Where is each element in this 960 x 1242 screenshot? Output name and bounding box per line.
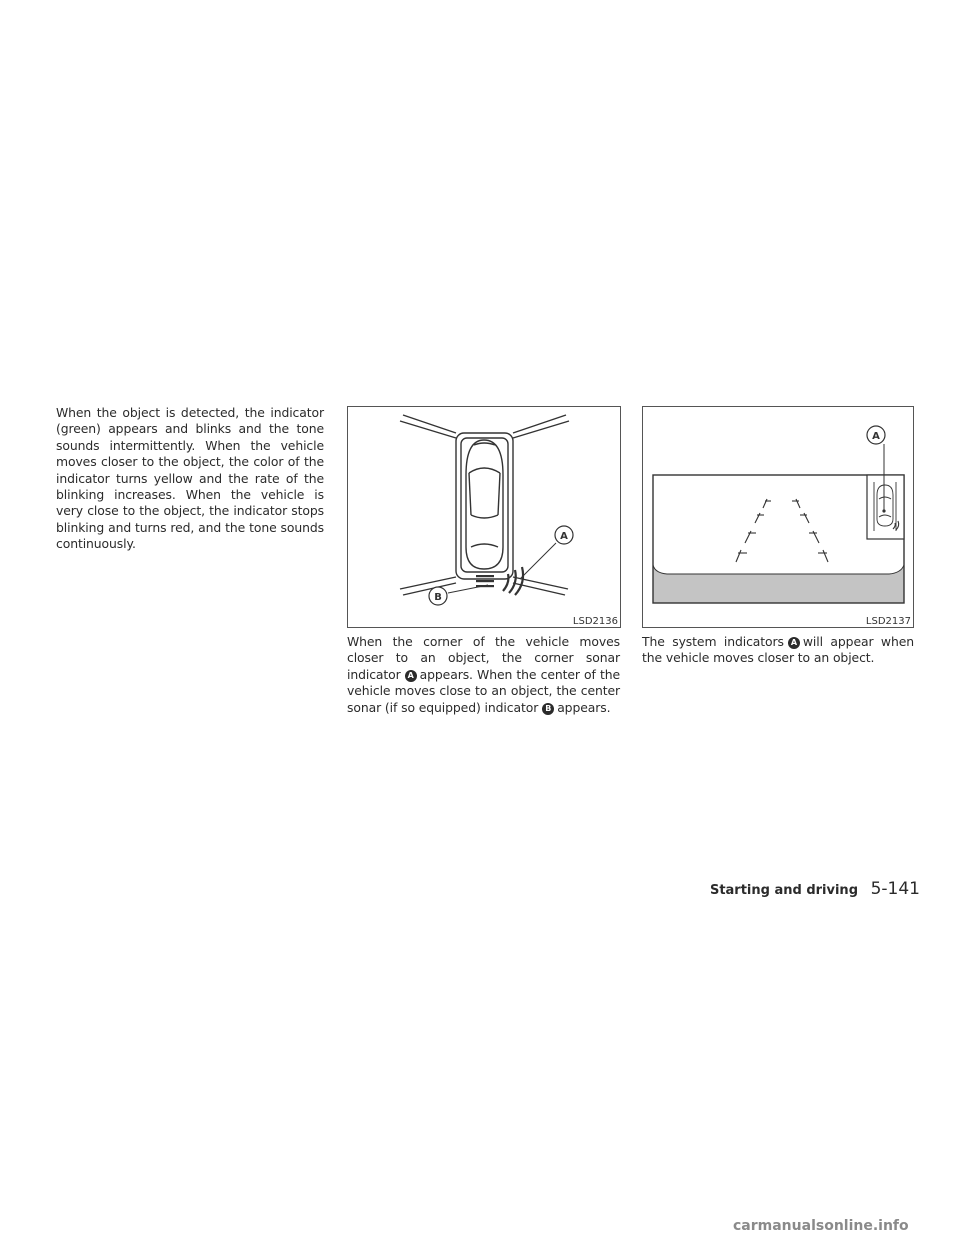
callout-a-label: A: [872, 431, 880, 442]
figure-camera-view: [642, 406, 914, 628]
figure-overhead-view: [347, 406, 621, 628]
callout-a-marker: A: [405, 670, 417, 682]
camera-view-illustration: [643, 407, 913, 627]
section-title: Starting and driving: [709, 883, 858, 898]
text: appears. When the center of the vehicle moves close to an object, the center sonar (if so equipped) indicator: [347, 666, 620, 715]
intro-paragraph: When the object is detected, the indicator (green) appears and blinks and the tone sounds intermittently. When the vehicle moves closer to the object, the color of the indicator turns yellow and the rate of the blinking increases. When the vehicle is very close to the object, the indicator stops blinking and turns red, and the tone sounds continuously.: [56, 405, 324, 552]
system-indicator-paragraph: [642, 634, 914, 667]
figure-code: LSD2136: [572, 616, 618, 627]
corner-sonar-paragraph: [347, 634, 620, 716]
text: The system indicators: [642, 634, 784, 649]
text: appears.: [557, 699, 611, 715]
watermark-link[interactable]: carmanualsonline.info: [733, 1218, 909, 1234]
text: When the corner of the vehicle moves closer to an object, the corner sonar indicator: [347, 634, 620, 682]
callout-b-label: B: [434, 592, 442, 603]
figure-code: LSD2137: [865, 616, 911, 627]
page-footer: [709, 879, 920, 903]
callout-a-label: A: [560, 531, 568, 542]
callout-b-marker: B: [542, 703, 554, 715]
overhead-view-illustration: [348, 407, 620, 627]
page-number: 5-141: [870, 879, 920, 899]
text: will appear when the vehicle moves closer to an object.: [642, 634, 914, 666]
callout-a-marker: A: [788, 637, 800, 649]
